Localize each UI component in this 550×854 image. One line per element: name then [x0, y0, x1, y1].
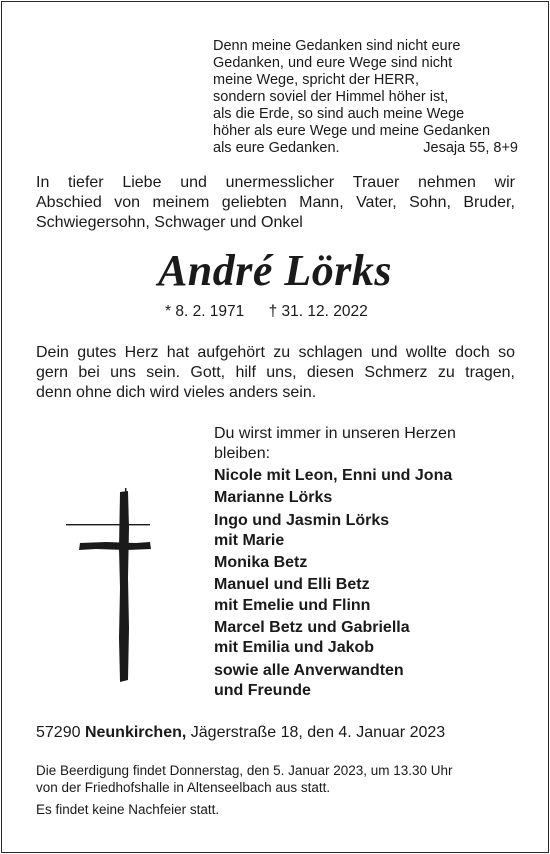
mourners-block [214, 424, 514, 701]
word: und [370, 344, 398, 361]
word: Bruder, [463, 194, 515, 211]
mourner-line: mit Emilia und Jakob [214, 639, 375, 657]
funeral-info [36, 762, 521, 796]
word: so [498, 344, 515, 361]
mourner-line: Marcel Betz und Gabriella [214, 619, 410, 637]
farewell-line [36, 363, 515, 383]
word: Dein [36, 344, 69, 361]
birth-date: * 8. 2. 1971 [165, 303, 245, 320]
word: Liebe [122, 174, 162, 191]
intro-line [36, 193, 515, 213]
word: In [36, 174, 50, 191]
mourner-group [214, 488, 514, 508]
word: hilf [235, 364, 256, 381]
no-reception-note: Es findet keine Nachfeier statt. [36, 802, 220, 817]
cross-beam-vertical [119, 491, 129, 682]
death-date: † 31. 12. 2022 [268, 303, 368, 320]
word: aufgehört [197, 344, 265, 361]
word: diesen [306, 364, 355, 381]
word: Sohn, [409, 194, 451, 211]
mourner-line: mit Marie [214, 531, 285, 549]
mourner-group [214, 661, 514, 702]
mourner-group [214, 553, 514, 573]
verse-line: Denn meine Gedanken sind nicht eure [213, 38, 461, 54]
mourner-line: und Freunde [214, 681, 311, 699]
mourners-lead [214, 424, 514, 464]
word: Schmerz [364, 364, 428, 381]
word: und [180, 174, 207, 191]
bible-verse [213, 38, 518, 157]
word: geliebten [221, 194, 287, 211]
cross-beam-horizontal [79, 542, 151, 550]
word: von [114, 194, 141, 211]
city: Neunkirchen, [84, 724, 187, 741]
deceased-name: André Lörks [157, 246, 393, 295]
word: zu [273, 344, 291, 361]
mourner-line: Monika Betz [214, 554, 308, 572]
cross-icon [66, 488, 156, 684]
word: uns [110, 364, 136, 381]
mourner-line: Marianne Lörks [214, 489, 333, 507]
place-date-line [36, 724, 445, 742]
intro-line: Schwiegersohn, Schwager und Onkel [36, 214, 303, 231]
word: Abschied [36, 194, 102, 211]
funeral-line: von der Friedhofshalle in Altenseelbach aus statt. [36, 780, 331, 795]
intro-line [36, 173, 515, 193]
word: gern [36, 364, 69, 381]
life-dates [165, 303, 368, 321]
verse-line: höher als eure Wege und meine Gedanken [213, 123, 491, 139]
mourner-line: sowie alle Anverwandten [214, 661, 404, 679]
mourner-group [214, 466, 514, 486]
mourner-group [214, 511, 514, 552]
verse-line: als die Erde, so sind auch meine Wege [213, 106, 465, 122]
word: gutes [77, 344, 117, 361]
word: tragen, [465, 364, 515, 381]
word: nehmen [418, 174, 476, 191]
mourner-line: Nicole mit Leon, Enni und Jona [214, 467, 453, 484]
mourner-line: Manuel und Elli Betz [214, 576, 370, 594]
word: Herz [124, 344, 159, 361]
postal-code: 57290 [36, 724, 81, 741]
farewell-text [36, 343, 515, 403]
word: Vater, [356, 194, 397, 211]
word: Trauer [352, 174, 400, 191]
funeral-line: Die Beerdigung findet Donnerstag, den 5. Januar 2023, um 13.30 Uhr [36, 763, 453, 778]
verse-line: meine Wege, spricht der HERR, [213, 72, 420, 88]
word: unermesslicher [225, 174, 335, 191]
word: bei [78, 364, 100, 381]
verse-line: als eure Gedanken. [213, 140, 340, 156]
lead-line: bleiben: [214, 445, 271, 462]
farewell-line: denn ohne dich wird vieles anders sein. [36, 384, 317, 401]
mourner-line: mit Emelie und Flinn [214, 596, 371, 614]
verse-line: Gedanken, und eure Wege sind nicht [213, 55, 453, 71]
address-date: Jägerstraße 18, den 4. Januar 2023 [190, 724, 446, 741]
word: doch [455, 344, 490, 361]
verse-reference: Jesaja 55, 8+9 [423, 140, 518, 156]
cross-hairline [66, 524, 150, 525]
word: hat [166, 344, 190, 361]
mourner-group [214, 575, 514, 616]
word: Gott, [190, 364, 226, 381]
word: uns, [266, 364, 297, 381]
mourner-line: Ingo und Jasmin Lörks [214, 511, 390, 529]
mourner-group [214, 618, 514, 659]
word: Mann, [299, 194, 344, 211]
word: schlagen [298, 344, 363, 361]
intro-text [36, 173, 515, 233]
word: meinem [152, 194, 210, 211]
word: sein. [146, 364, 181, 381]
word: tiefer [68, 174, 104, 191]
verse-line: sondern soviel der Himmel höher ist, [213, 89, 449, 105]
word: wollte [405, 344, 447, 361]
word: wir [494, 174, 515, 191]
farewell-line [36, 343, 515, 363]
word: zu [437, 364, 455, 381]
lead-line: Du wirst immer in unseren Herzen [214, 425, 456, 442]
